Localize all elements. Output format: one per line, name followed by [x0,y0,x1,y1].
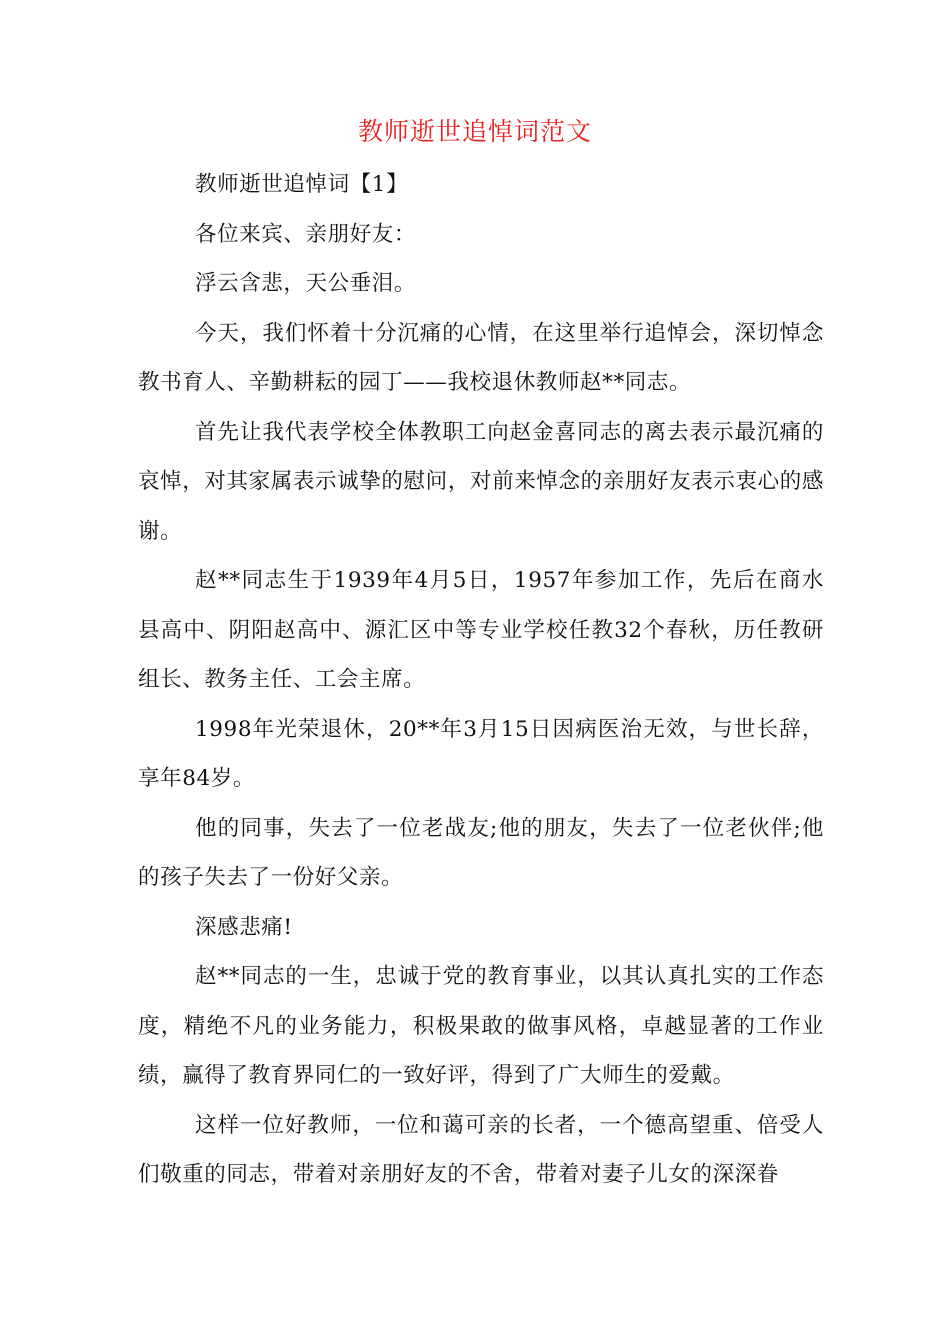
paragraph: 这样一位好教师，一位和蔼可亲的长者，一个德高望重、倍受人们敬重的同志，带着对亲朋好友的不舍，带着对妻子儿女的深深眷 [138,1112,824,1187]
paragraph: 深感悲痛! [195,914,293,940]
paragraph: 1998年光荣退休，20**年3月15日因病医治无效，与世长辞，享年84岁。 [138,716,824,791]
paragraph: 他的同事，失去了一位老战友;他的朋友，失去了一位老伙伴;他的孩子失去了一份好父亲。 [138,815,824,890]
paragraph: 浮云含悲，天公垂泪。 [195,271,417,296]
paragraph: 首先让我代表学校全体教职工向赵金喜同志的离去表示最沉痛的哀悼，对其家属表示诚挚的慰问，对前来悼念的亲朋好友表示衷心的感谢。 [138,419,824,544]
paragraph: 赵**同志的一生，忠诚于党的教育事业，以其认真扎实的工作态度，精绝不凡的业务能力，积极果敢的做事风格，卓越显著的工作业绩，赢得了教育界同仁的一致好评，得到了广大师生的爱戴。 [138,964,824,1088]
paragraph: 赵**同志生于1939年4月5日，1957年参加工作，先后在商水县高中、阴阳赵高中、源汇区中等专业学校任教32个春秋，历任教研组长、教务主任、工会主席。 [138,568,824,692]
section-heading: 教师逝世追悼词【1】 [195,172,409,197]
paragraph: 今天，我们怀着十分沉痛的心情，在这里举行追悼会，深切悼念教书育人、辛勤耕耘的园丁——我校退休教师赵**同志。 [138,320,824,395]
document-body [138,160,824,1200]
salutation: 各位来宾、亲朋好友： [195,221,417,247]
document-title: 教师逝世追悼词范文 [357,117,592,146]
